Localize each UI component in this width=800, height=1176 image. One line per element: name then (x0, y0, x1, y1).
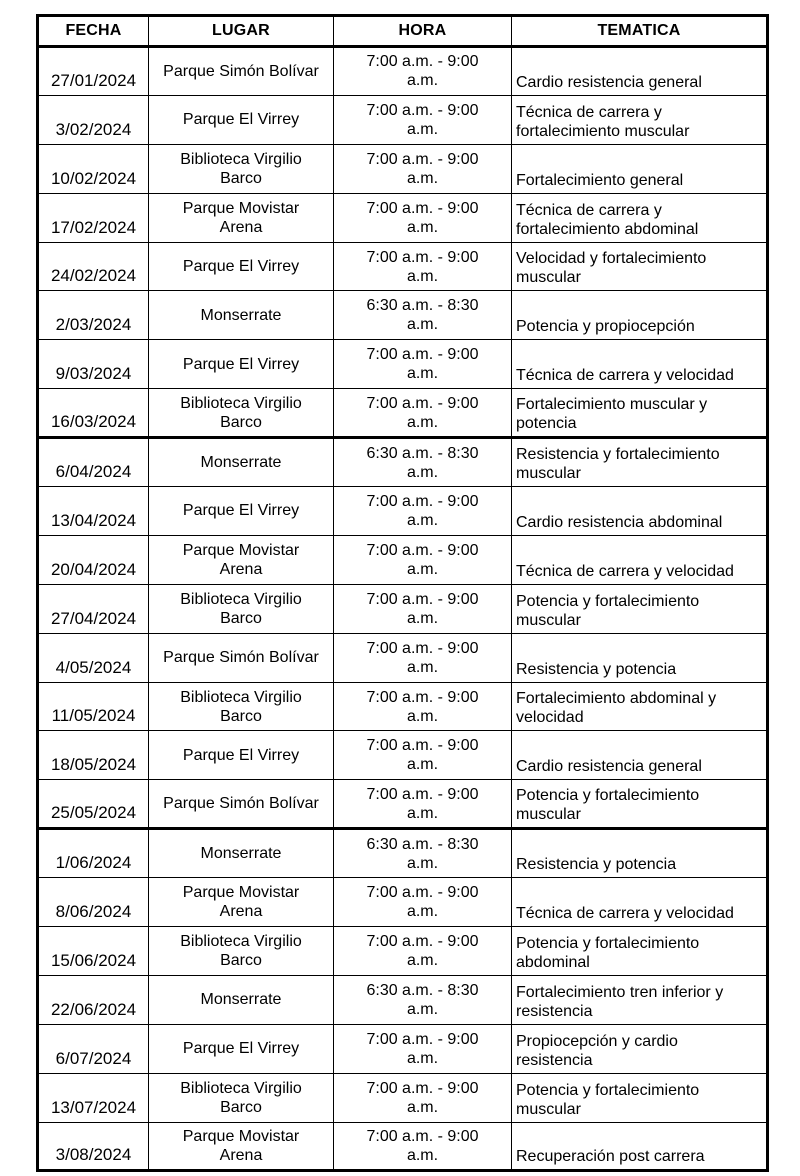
lugar-cell (149, 438, 334, 487)
lugar-cell (149, 829, 334, 878)
table-row (38, 731, 768, 780)
lugar-cell (149, 535, 334, 584)
table-row (38, 144, 768, 193)
lugar-text: Biblioteca Virgilio Barco (180, 1079, 302, 1116)
table-row (38, 95, 768, 144)
tematica-cell: Cardio resistencia general (512, 47, 768, 96)
table-row (38, 878, 768, 927)
hora-text: 7:00 a.m. - 9:00 a.m. (366, 346, 479, 383)
hora-text: 7:00 a.m. - 9:00 a.m. (366, 199, 479, 236)
lugar-text: Biblioteca Virgilio Barco (180, 932, 302, 969)
fecha-cell: 27/01/2024 (38, 47, 149, 96)
fecha-cell: 18/05/2024 (38, 731, 149, 780)
fecha-cell: 27/04/2024 (38, 584, 149, 633)
hora-text: 6:30 a.m. - 8:30 a.m. (366, 981, 479, 1018)
fecha-cell: 13/07/2024 (38, 1073, 149, 1122)
lugar-text: Parque Movistar Arena (182, 199, 300, 236)
tematica-cell: Fortalecimiento general (512, 144, 768, 193)
hora-text: 6:30 a.m. - 8:30 a.m. (366, 444, 479, 481)
tematica-cell: Fortalecimiento abdominal y velocidad (512, 682, 768, 731)
lugar-text: Parque Simón Bolívar (163, 795, 319, 813)
tematica-cell: Recuperación post carrera (512, 1122, 768, 1171)
lugar-text: Parque Movistar Arena (182, 541, 300, 578)
tematica-cell: Fortalecimiento muscular y potencia (512, 389, 768, 438)
hora-cell (334, 340, 512, 389)
lugar-cell (149, 242, 334, 291)
hora-text: 7:00 a.m. - 9:00 a.m. (366, 688, 479, 725)
table-row (38, 389, 768, 438)
fecha-cell: 6/07/2024 (38, 1024, 149, 1073)
hora-cell (334, 47, 512, 96)
lugar-text: Parque El Virrey (182, 258, 300, 275)
hora-text: 7:00 a.m. - 9:00 a.m. (366, 1030, 479, 1067)
schedule-table (36, 14, 769, 1172)
fecha-cell: 9/03/2024 (38, 340, 149, 389)
table-row (38, 682, 768, 731)
fecha-cell: 1/06/2024 (38, 829, 149, 878)
lugar-cell (149, 975, 334, 1024)
lugar-text: Biblioteca Virgilio Barco (180, 590, 302, 627)
hora-cell (334, 291, 512, 340)
tematica-cell: Potencia y fortalecimiento muscular (512, 780, 768, 829)
tematica-cell: Potencia y fortalecimiento muscular (512, 1073, 768, 1122)
lugar-cell (149, 340, 334, 389)
tematica-cell: Propiocepción y cardio resistencia (512, 1024, 768, 1073)
fecha-cell: 8/06/2024 (38, 878, 149, 927)
hora-cell (334, 389, 512, 438)
fecha-cell: 24/02/2024 (38, 242, 149, 291)
table-row (38, 1024, 768, 1073)
table-row (38, 584, 768, 633)
tematica-cell: Técnica de carrera y velocidad (512, 340, 768, 389)
fecha-cell: 2/03/2024 (38, 291, 149, 340)
lugar-text: Parque Simón Bolívar (163, 649, 319, 667)
hora-text: 7:00 a.m. - 9:00 a.m. (366, 394, 479, 431)
tematica-cell: Resistencia y potencia (512, 829, 768, 878)
lugar-cell (149, 144, 334, 193)
table-row (38, 1122, 768, 1171)
hora-cell (334, 438, 512, 487)
lugar-text: Parque El Virrey (182, 746, 300, 764)
lugar-cell (149, 682, 334, 731)
hora-text: 7:00 a.m. - 9:00 a.m. (366, 248, 479, 285)
fecha-cell: 10/02/2024 (38, 144, 149, 193)
fecha-cell: 3/02/2024 (38, 95, 149, 144)
lugar-cell (149, 487, 334, 536)
fecha-cell: 22/06/2024 (38, 975, 149, 1024)
table-row (38, 291, 768, 340)
fecha-cell: 16/03/2024 (38, 389, 149, 438)
hora-text: 7:00 a.m. - 9:00 a.m. (366, 639, 479, 676)
hora-cell (334, 731, 512, 780)
fecha-cell: 13/04/2024 (38, 487, 149, 536)
table-row (38, 340, 768, 389)
hora-cell (334, 878, 512, 927)
fecha-cell: 3/08/2024 (38, 1122, 149, 1171)
table-row (38, 927, 768, 976)
lugar-text: Monserrate (200, 306, 282, 324)
tematica-cell: Técnica de carrera y fortalecimiento muscular (512, 95, 768, 144)
lugar-text: Parque Movistar Arena (182, 884, 300, 921)
lugar-text: Biblioteca Virgilio Barco (180, 688, 302, 725)
hora-cell (334, 682, 512, 731)
hora-cell (334, 927, 512, 976)
hora-text: 7:00 a.m. - 9:00 a.m. (366, 932, 479, 969)
table-row (38, 780, 768, 829)
hora-cell (334, 975, 512, 1024)
hora-text: 7:00 a.m. - 9:00 a.m. (366, 492, 479, 529)
hora-text: 7:00 a.m. - 9:00 a.m. (366, 53, 479, 90)
column-header-lugar: LUGAR (149, 16, 334, 47)
schedule-table-body (38, 47, 768, 1171)
hora-cell (334, 584, 512, 633)
tematica-cell: Potencia y propiocepción (512, 291, 768, 340)
column-header-tematica: TEMATICA (512, 16, 768, 47)
hora-cell (334, 144, 512, 193)
fecha-cell: 17/02/2024 (38, 193, 149, 242)
tematica-cell: Técnica de carrera y fortalecimiento abdominal (512, 193, 768, 242)
table-row (38, 1073, 768, 1122)
lugar-text: Parque El Virrey (182, 1040, 300, 1058)
column-header-fecha: FECHA (38, 16, 149, 47)
hora-cell (334, 1073, 512, 1122)
hora-text: 7:00 a.m. - 9:00 a.m. (366, 150, 479, 187)
lugar-text: Parque Movistar Arena (182, 1128, 300, 1165)
fecha-cell: 20/04/2024 (38, 535, 149, 584)
table-row (38, 633, 768, 682)
lugar-text: Biblioteca Virgilio Barco (180, 150, 302, 187)
hora-cell (334, 193, 512, 242)
table-row (38, 535, 768, 584)
table-row (38, 193, 768, 242)
tematica-cell: Potencia y fortalecimiento muscular (512, 584, 768, 633)
lugar-cell (149, 291, 334, 340)
hora-text: 7:00 a.m. - 9:00 a.m. (366, 101, 479, 138)
lugar-cell (149, 389, 334, 438)
hora-cell (334, 1024, 512, 1073)
hora-text: 6:30 a.m. - 8:30 a.m. (366, 297, 479, 334)
hora-text: 7:00 a.m. - 9:00 a.m. (366, 1128, 479, 1165)
lugar-cell (149, 1024, 334, 1073)
hora-text: 7:00 a.m. - 9:00 a.m. (366, 541, 479, 578)
table-row (38, 975, 768, 1024)
fecha-cell: 6/04/2024 (38, 438, 149, 487)
tematica-cell: Cardio resistencia general (512, 731, 768, 780)
table-row (38, 242, 768, 291)
tematica-cell: Técnica de carrera y velocidad (512, 878, 768, 927)
tematica-cell: Resistencia y potencia (512, 633, 768, 682)
lugar-cell (149, 633, 334, 682)
hora-cell (334, 95, 512, 144)
lugar-text: Parque Simón Bolívar (163, 62, 319, 80)
tematica-cell: Cardio resistencia abdominal (512, 487, 768, 536)
hora-text: 6:30 a.m. - 8:30 a.m. (366, 835, 479, 872)
lugar-text: Monserrate (200, 991, 282, 1009)
fecha-cell: 25/05/2024 (38, 780, 149, 829)
hora-text: 7:00 a.m. - 9:00 a.m. (366, 785, 479, 822)
lugar-cell (149, 1122, 334, 1171)
hora-cell (334, 487, 512, 536)
lugar-text: Parque El Virrey (182, 111, 300, 129)
tematica-cell: Resistencia y fortalecimiento muscular (512, 438, 768, 487)
lugar-text: Biblioteca Virgilio Barco (180, 394, 302, 431)
fecha-cell: 4/05/2024 (38, 633, 149, 682)
hora-text: 7:00 a.m. - 9:00 a.m. (366, 590, 479, 627)
hora-cell (334, 1122, 512, 1171)
hora-text: 7:00 a.m. - 9:00 a.m. (366, 737, 479, 774)
lugar-cell (149, 1073, 334, 1122)
tematica-cell: Técnica de carrera y velocidad (512, 535, 768, 584)
hora-cell (334, 829, 512, 878)
lugar-text: Monserrate (200, 454, 282, 472)
hora-cell (334, 535, 512, 584)
tematica-cell: Velocidad y fortalecimiento muscular (512, 242, 768, 291)
lugar-text: Parque El Virrey (182, 355, 300, 373)
table-row (38, 438, 768, 487)
lugar-cell (149, 731, 334, 780)
hora-cell (334, 633, 512, 682)
header-row (38, 16, 768, 47)
tematica-cell: Potencia y fortalecimiento abdominal (512, 927, 768, 976)
lugar-text: Parque El Virrey (182, 502, 300, 520)
hora-text: 7:00 a.m. - 9:00 a.m. (366, 1079, 479, 1116)
table-row (38, 47, 768, 96)
hora-text: 7:00 a.m. - 9:00 a.m. (366, 884, 479, 921)
column-header-hora: HORA (334, 16, 512, 47)
table-row (38, 829, 768, 878)
lugar-cell (149, 927, 334, 976)
table-row (38, 487, 768, 536)
fecha-cell: 15/06/2024 (38, 927, 149, 976)
lugar-cell (149, 95, 334, 144)
schedule-table-header (38, 16, 768, 47)
lugar-cell (149, 193, 334, 242)
fecha-cell: 11/05/2024 (38, 682, 149, 731)
lugar-cell (149, 780, 334, 829)
lugar-cell (149, 878, 334, 927)
tematica-cell: Fortalecimiento tren inferior y resistencia (512, 975, 768, 1024)
lugar-cell (149, 47, 334, 96)
lugar-cell (149, 584, 334, 633)
hora-cell (334, 780, 512, 829)
lugar-text: Monserrate (200, 845, 282, 863)
hora-cell (334, 242, 512, 291)
